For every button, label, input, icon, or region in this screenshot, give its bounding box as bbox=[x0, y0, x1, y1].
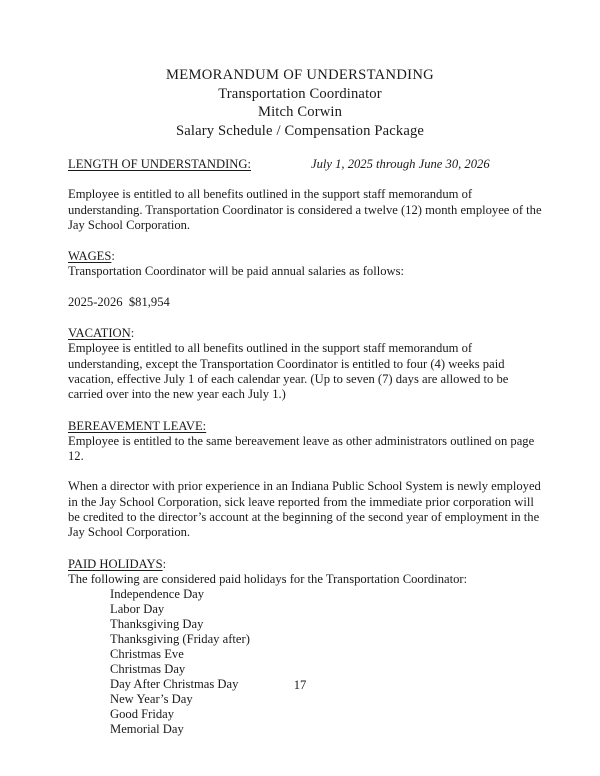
list-item: Christmas Eve bbox=[110, 647, 184, 662]
list-item: Good Friday bbox=[110, 707, 175, 722]
section-bereavement-leave-header bbox=[68, 419, 544, 434]
spacer bbox=[68, 233, 544, 249]
wages-salary-amount: $81,954 bbox=[128, 294, 170, 309]
vacation-body: Employee is entitled to all benefits outlined in the support staff memorandum of understanding, except the Transportation Coordinator is entitled to four (4) weeks paid vacation, effective July 1 of each calendar year. (Up to seven (7) days are allowed to be carried over into the new year each July 1.) bbox=[68, 341, 509, 402]
wages-salary-row bbox=[68, 295, 544, 310]
section-heading-vacation: VACATION bbox=[68, 326, 131, 341]
section-length-of-understanding-header bbox=[68, 157, 544, 172]
bereavement-leave-body: Employee is entitled to the same bereavement leave as other administrators outlined on page 12. bbox=[68, 433, 535, 464]
section-heading-paid-holidays-colon: : bbox=[162, 556, 167, 571]
document-body bbox=[68, 157, 544, 737]
list-item: Thanksgiving (Friday after) bbox=[110, 632, 250, 647]
document-subtitle-package: Salary Schedule / Compensation Package bbox=[175, 122, 425, 139]
length-of-understanding-date-range: July 1, 2025 through June 30, 2026 bbox=[311, 157, 490, 171]
spacer bbox=[68, 541, 544, 557]
section-paid-holidays-header bbox=[68, 557, 544, 572]
list-item: Thanksgiving Day bbox=[110, 617, 204, 632]
section-heading-vacation-colon: : bbox=[130, 326, 135, 341]
bereavement-leave-body-continued: When a director with prior experience in an Indiana Public School System is newly employed in the Jay School Corporation, sick leave reported from the immediate prior corporation will be credited to the director’s account at the beginning of the second year of employment in the Jay School Corporation. bbox=[68, 479, 541, 540]
section-heading-wages-colon: : bbox=[111, 249, 115, 264]
list-item: Independence Day bbox=[110, 587, 205, 602]
document-title: MEMORANDUM OF UNDERSTANDING bbox=[165, 67, 434, 83]
section-wages-header bbox=[68, 249, 544, 264]
document-subtitle-name: Mitch Corwin bbox=[257, 104, 343, 121]
paid-holidays-intro: The following are considered paid holidays for the Transportation Coordinator: bbox=[68, 571, 468, 586]
section-heading-bereavement-leave: BEREAVEMENT LEAVE: bbox=[68, 418, 207, 433]
list-item: Day After Christmas Day bbox=[110, 677, 239, 692]
spacer bbox=[68, 172, 544, 187]
section-heading-paid-holidays: PAID HOLIDAYS bbox=[68, 556, 163, 571]
section-vacation-header bbox=[68, 326, 544, 341]
page-number: 17 bbox=[293, 678, 307, 692]
document-subtitle-position: Transportation Coordinator bbox=[218, 85, 382, 102]
wages-salary-year: 2025-2026 bbox=[68, 294, 123, 309]
list-item: Labor Day bbox=[110, 602, 165, 617]
spacer bbox=[68, 464, 544, 479]
document-title-block bbox=[0, 66, 600, 140]
spacer bbox=[68, 403, 544, 419]
spacer bbox=[68, 310, 544, 326]
list-item: Christmas Day bbox=[110, 662, 186, 677]
length-of-understanding-body: Employee is entitled to all benefits outlined in the support staff memorandum of understanding. Transportation Coordinator is considered a twelve (12) month employee of the Jay School Corporation. bbox=[68, 187, 542, 232]
list-item: New Year’s Day bbox=[110, 692, 193, 707]
paid-holidays-list bbox=[68, 587, 544, 737]
spacer bbox=[68, 280, 544, 295]
list-item: Memorial Day bbox=[110, 722, 184, 737]
section-heading-length-of-understanding: LENGTH OF UNDERSTANDING: bbox=[68, 157, 251, 171]
section-heading-wages: WAGES bbox=[68, 249, 112, 264]
wages-body: Transportation Coordinator will be paid annual salaries as follows: bbox=[68, 264, 405, 279]
